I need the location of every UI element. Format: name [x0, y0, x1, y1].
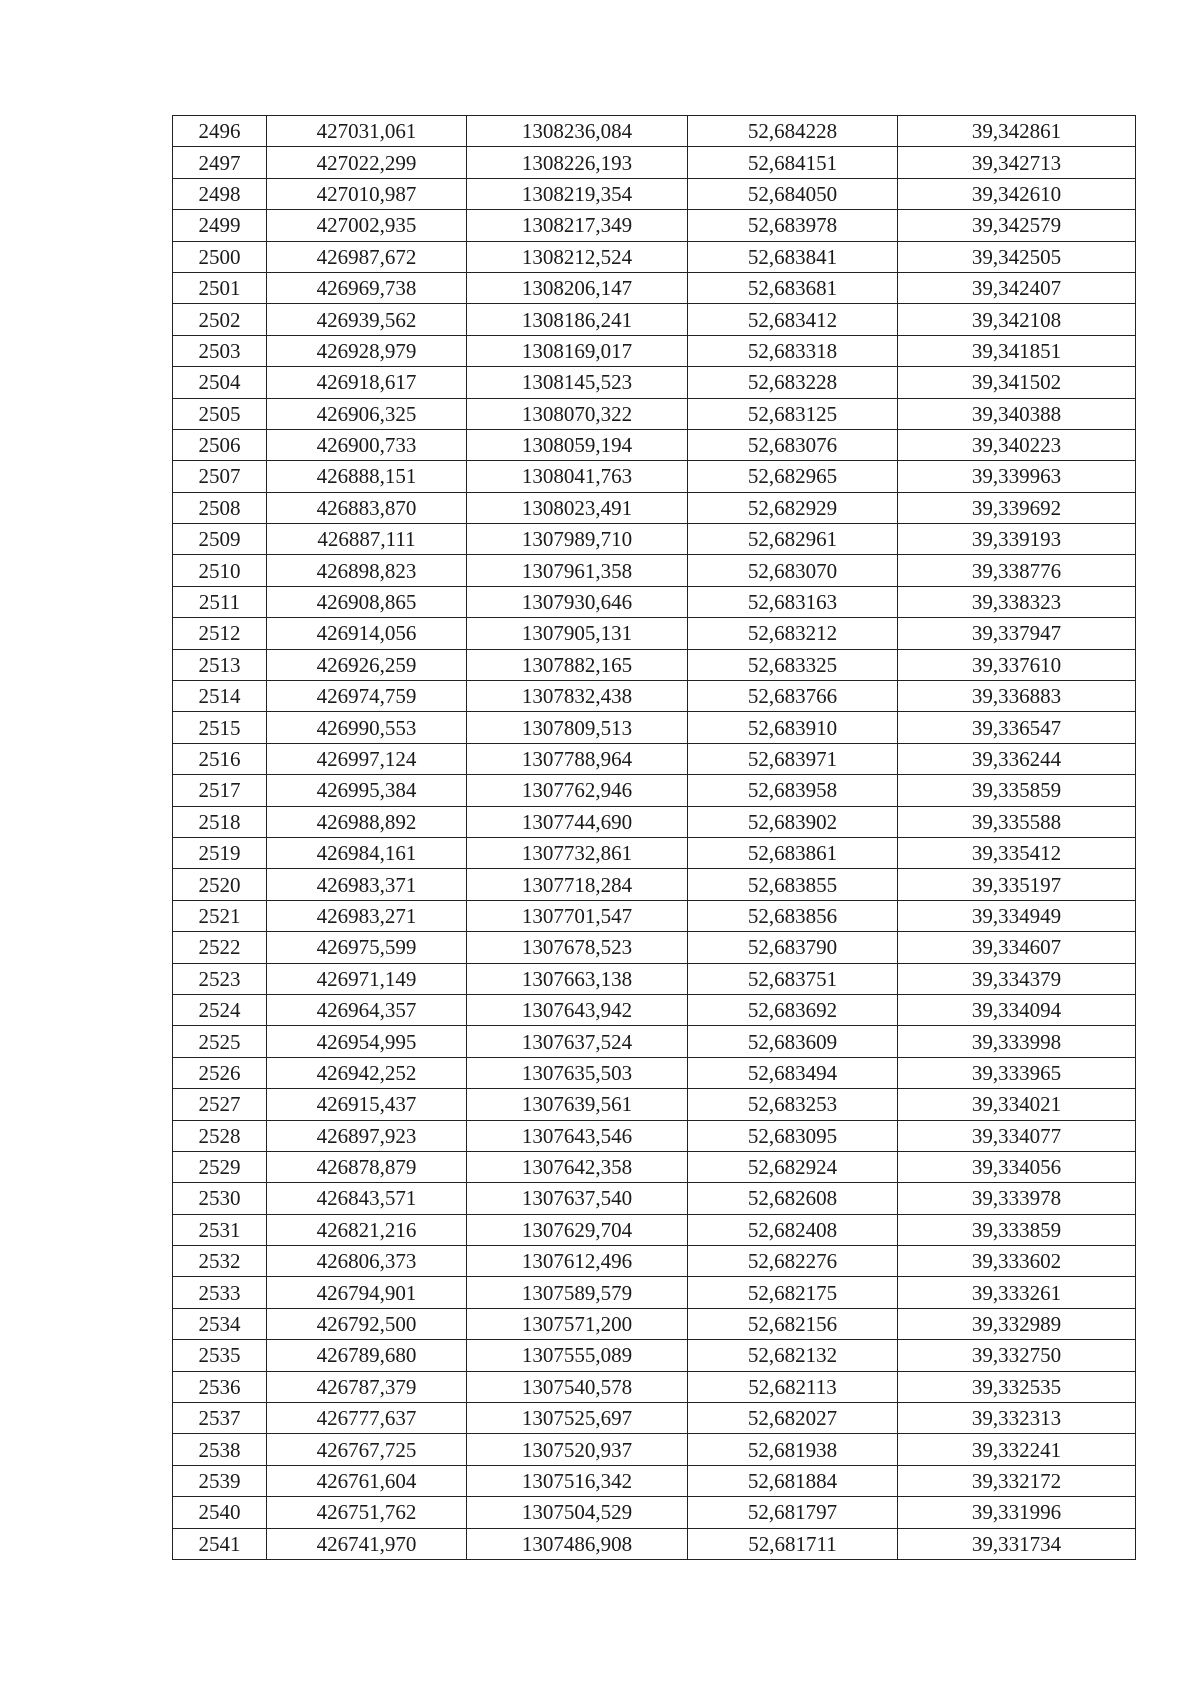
y-coordinate-cell: 1307989,710 — [467, 524, 688, 555]
longitude-cell: 39,335588 — [898, 806, 1136, 837]
table-row — [173, 1308, 1136, 1339]
table-row — [173, 837, 1136, 868]
x-coordinate-cell: 426995,384 — [267, 775, 467, 806]
point-number-cell: 2525 — [173, 1026, 267, 1057]
y-coordinate-cell: 1307629,704 — [467, 1214, 688, 1245]
point-number-cell: 2512 — [173, 618, 267, 649]
y-coordinate-cell: 1307832,438 — [467, 681, 688, 712]
point-number-cell: 2540 — [173, 1497, 267, 1528]
point-number-cell: 2526 — [173, 1057, 267, 1088]
point-number-cell: 2527 — [173, 1089, 267, 1120]
point-number-cell: 2523 — [173, 963, 267, 994]
y-coordinate-cell: 1307788,964 — [467, 743, 688, 774]
longitude-cell: 39,342579 — [898, 210, 1136, 241]
point-number-cell: 2496 — [173, 116, 267, 147]
point-number-cell: 2517 — [173, 775, 267, 806]
point-number-cell: 2516 — [173, 743, 267, 774]
y-coordinate-cell: 1308217,349 — [467, 210, 688, 241]
y-coordinate-cell: 1308059,194 — [467, 429, 688, 460]
table-row — [173, 272, 1136, 303]
table-row — [173, 869, 1136, 900]
table-row — [173, 1403, 1136, 1434]
coordinates-table — [172, 115, 1136, 1560]
longitude-cell: 39,340223 — [898, 429, 1136, 460]
y-coordinate-cell: 1307571,200 — [467, 1308, 688, 1339]
longitude-cell: 39,335197 — [898, 869, 1136, 900]
latitude-cell: 52,683125 — [688, 398, 898, 429]
latitude-cell: 52,683910 — [688, 712, 898, 743]
x-coordinate-cell: 426821,216 — [267, 1214, 467, 1245]
y-coordinate-cell: 1308023,491 — [467, 492, 688, 523]
y-coordinate-cell: 1308236,084 — [467, 116, 688, 147]
latitude-cell: 52,683958 — [688, 775, 898, 806]
y-coordinate-cell: 1307809,513 — [467, 712, 688, 743]
longitude-cell: 39,342505 — [898, 241, 1136, 272]
x-coordinate-cell: 426984,161 — [267, 837, 467, 868]
longitude-cell: 39,332313 — [898, 1403, 1136, 1434]
table-row — [173, 900, 1136, 931]
longitude-cell: 39,337947 — [898, 618, 1136, 649]
latitude-cell: 52,683855 — [688, 869, 898, 900]
latitude-cell: 52,682276 — [688, 1246, 898, 1277]
point-number-cell: 2532 — [173, 1246, 267, 1277]
table-row — [173, 1214, 1136, 1245]
y-coordinate-cell: 1308145,523 — [467, 367, 688, 398]
longitude-cell: 39,334021 — [898, 1089, 1136, 1120]
x-coordinate-cell: 426843,571 — [267, 1183, 467, 1214]
x-coordinate-cell: 427031,061 — [267, 116, 467, 147]
table-row — [173, 775, 1136, 806]
point-number-cell: 2533 — [173, 1277, 267, 1308]
latitude-cell: 52,683856 — [688, 900, 898, 931]
y-coordinate-cell: 1307637,540 — [467, 1183, 688, 1214]
y-coordinate-cell: 1307520,937 — [467, 1434, 688, 1465]
point-number-cell: 2531 — [173, 1214, 267, 1245]
point-number-cell: 2521 — [173, 900, 267, 931]
y-coordinate-cell: 1307540,578 — [467, 1371, 688, 1402]
x-coordinate-cell: 426887,111 — [267, 524, 467, 555]
latitude-cell: 52,681938 — [688, 1434, 898, 1465]
longitude-cell: 39,342610 — [898, 178, 1136, 209]
y-coordinate-cell: 1307744,690 — [467, 806, 688, 837]
point-number-cell: 2534 — [173, 1308, 267, 1339]
table-row — [173, 1183, 1136, 1214]
longitude-cell: 39,334094 — [898, 994, 1136, 1025]
latitude-cell: 52,682965 — [688, 461, 898, 492]
longitude-cell: 39,335412 — [898, 837, 1136, 868]
x-coordinate-cell: 426942,252 — [267, 1057, 467, 1088]
latitude-cell: 52,683325 — [688, 649, 898, 680]
x-coordinate-cell: 426906,325 — [267, 398, 467, 429]
table-row — [173, 618, 1136, 649]
longitude-cell: 39,333602 — [898, 1246, 1136, 1277]
longitude-cell: 39,341851 — [898, 335, 1136, 366]
latitude-cell: 52,682027 — [688, 1403, 898, 1434]
x-coordinate-cell: 426789,680 — [267, 1340, 467, 1371]
x-coordinate-cell: 426997,124 — [267, 743, 467, 774]
table-row — [173, 304, 1136, 335]
point-number-cell: 2538 — [173, 1434, 267, 1465]
latitude-cell: 52,683681 — [688, 272, 898, 303]
table-row — [173, 586, 1136, 617]
latitude-cell: 52,683412 — [688, 304, 898, 335]
point-number-cell: 2528 — [173, 1120, 267, 1151]
point-number-cell: 2498 — [173, 178, 267, 209]
table-row — [173, 241, 1136, 272]
y-coordinate-cell: 1307663,138 — [467, 963, 688, 994]
latitude-cell: 52,683971 — [688, 743, 898, 774]
x-coordinate-cell: 426898,823 — [267, 555, 467, 586]
point-number-cell: 2504 — [173, 367, 267, 398]
y-coordinate-cell: 1307930,646 — [467, 586, 688, 617]
latitude-cell: 52,683163 — [688, 586, 898, 617]
longitude-cell: 39,338323 — [898, 586, 1136, 617]
latitude-cell: 52,683902 — [688, 806, 898, 837]
longitude-cell: 39,342861 — [898, 116, 1136, 147]
y-coordinate-cell: 1307718,284 — [467, 869, 688, 900]
x-coordinate-cell: 427010,987 — [267, 178, 467, 209]
point-number-cell: 2514 — [173, 681, 267, 712]
y-coordinate-cell: 1307637,524 — [467, 1026, 688, 1057]
y-coordinate-cell: 1307678,523 — [467, 932, 688, 963]
point-number-cell: 2505 — [173, 398, 267, 429]
table-row — [173, 1089, 1136, 1120]
table-row — [173, 1340, 1136, 1371]
x-coordinate-cell: 426908,865 — [267, 586, 467, 617]
y-coordinate-cell: 1307643,942 — [467, 994, 688, 1025]
table-row — [173, 210, 1136, 241]
table-row — [173, 335, 1136, 366]
table-row — [173, 367, 1136, 398]
x-coordinate-cell: 426883,870 — [267, 492, 467, 523]
point-number-cell: 2497 — [173, 147, 267, 178]
point-number-cell: 2535 — [173, 1340, 267, 1371]
longitude-cell: 39,339963 — [898, 461, 1136, 492]
longitude-cell: 39,332750 — [898, 1340, 1136, 1371]
table-row — [173, 963, 1136, 994]
latitude-cell: 52,683494 — [688, 1057, 898, 1088]
point-number-cell: 2508 — [173, 492, 267, 523]
latitude-cell: 52,684151 — [688, 147, 898, 178]
x-coordinate-cell: 426777,637 — [267, 1403, 467, 1434]
y-coordinate-cell: 1307961,358 — [467, 555, 688, 586]
x-coordinate-cell: 427002,935 — [267, 210, 467, 241]
table-row — [173, 1026, 1136, 1057]
longitude-cell: 39,333261 — [898, 1277, 1136, 1308]
latitude-cell: 52,683212 — [688, 618, 898, 649]
coordinates-table-body — [173, 116, 1136, 1560]
longitude-cell: 39,338776 — [898, 555, 1136, 586]
latitude-cell: 52,683751 — [688, 963, 898, 994]
point-number-cell: 2507 — [173, 461, 267, 492]
y-coordinate-cell: 1307882,165 — [467, 649, 688, 680]
y-coordinate-cell: 1307555,089 — [467, 1340, 688, 1371]
table-row — [173, 681, 1136, 712]
longitude-cell: 39,334379 — [898, 963, 1136, 994]
x-coordinate-cell: 426926,259 — [267, 649, 467, 680]
table-row — [173, 932, 1136, 963]
table-row — [173, 524, 1136, 555]
longitude-cell: 39,332989 — [898, 1308, 1136, 1339]
longitude-cell: 39,334077 — [898, 1120, 1136, 1151]
x-coordinate-cell: 426767,725 — [267, 1434, 467, 1465]
point-number-cell: 2529 — [173, 1151, 267, 1182]
longitude-cell: 39,342713 — [898, 147, 1136, 178]
table-row — [173, 712, 1136, 743]
point-number-cell: 2518 — [173, 806, 267, 837]
x-coordinate-cell: 426988,892 — [267, 806, 467, 837]
y-coordinate-cell: 1307642,358 — [467, 1151, 688, 1182]
latitude-cell: 52,681797 — [688, 1497, 898, 1528]
y-coordinate-cell: 1307504,529 — [467, 1497, 688, 1528]
table-row — [173, 1120, 1136, 1151]
y-coordinate-cell: 1308169,017 — [467, 335, 688, 366]
table-row — [173, 1465, 1136, 1496]
x-coordinate-cell: 426741,970 — [267, 1528, 467, 1559]
table-row — [173, 555, 1136, 586]
y-coordinate-cell: 1307762,946 — [467, 775, 688, 806]
y-coordinate-cell: 1307639,561 — [467, 1089, 688, 1120]
longitude-cell: 39,333965 — [898, 1057, 1136, 1088]
table-row — [173, 147, 1136, 178]
longitude-cell: 39,335859 — [898, 775, 1136, 806]
y-coordinate-cell: 1307525,697 — [467, 1403, 688, 1434]
latitude-cell: 52,682408 — [688, 1214, 898, 1245]
y-coordinate-cell: 1307701,547 — [467, 900, 688, 931]
y-coordinate-cell: 1307635,503 — [467, 1057, 688, 1088]
y-coordinate-cell: 1307905,131 — [467, 618, 688, 649]
table-row — [173, 461, 1136, 492]
longitude-cell: 39,339692 — [898, 492, 1136, 523]
point-number-cell: 2510 — [173, 555, 267, 586]
longitude-cell: 39,341502 — [898, 367, 1136, 398]
longitude-cell: 39,331734 — [898, 1528, 1136, 1559]
point-number-cell: 2520 — [173, 869, 267, 900]
table-row — [173, 743, 1136, 774]
x-coordinate-cell: 426954,995 — [267, 1026, 467, 1057]
longitude-cell: 39,333859 — [898, 1214, 1136, 1245]
x-coordinate-cell: 426987,672 — [267, 241, 467, 272]
table-row — [173, 116, 1136, 147]
y-coordinate-cell: 1307486,908 — [467, 1528, 688, 1559]
y-coordinate-cell: 1307612,496 — [467, 1246, 688, 1277]
table-row — [173, 1528, 1136, 1559]
longitude-cell: 39,332172 — [898, 1465, 1136, 1496]
x-coordinate-cell: 426897,923 — [267, 1120, 467, 1151]
y-coordinate-cell: 1308186,241 — [467, 304, 688, 335]
x-coordinate-cell: 426964,357 — [267, 994, 467, 1025]
x-coordinate-cell: 426983,371 — [267, 869, 467, 900]
longitude-cell: 39,336244 — [898, 743, 1136, 774]
latitude-cell: 52,682608 — [688, 1183, 898, 1214]
longitude-cell: 39,332241 — [898, 1434, 1136, 1465]
point-number-cell: 2522 — [173, 932, 267, 963]
latitude-cell: 52,681711 — [688, 1528, 898, 1559]
latitude-cell: 52,682924 — [688, 1151, 898, 1182]
table-row — [173, 398, 1136, 429]
longitude-cell: 39,333998 — [898, 1026, 1136, 1057]
x-coordinate-cell: 426761,604 — [267, 1465, 467, 1496]
longitude-cell: 39,334607 — [898, 932, 1136, 963]
x-coordinate-cell: 426794,901 — [267, 1277, 467, 1308]
x-coordinate-cell: 426914,056 — [267, 618, 467, 649]
latitude-cell: 52,683861 — [688, 837, 898, 868]
point-number-cell: 2502 — [173, 304, 267, 335]
latitude-cell: 52,683978 — [688, 210, 898, 241]
longitude-cell: 39,340388 — [898, 398, 1136, 429]
y-coordinate-cell: 1308219,354 — [467, 178, 688, 209]
x-coordinate-cell: 426918,617 — [267, 367, 467, 398]
latitude-cell: 52,682961 — [688, 524, 898, 555]
y-coordinate-cell: 1308070,322 — [467, 398, 688, 429]
table-row — [173, 994, 1136, 1025]
x-coordinate-cell: 426888,151 — [267, 461, 467, 492]
longitude-cell: 39,331996 — [898, 1497, 1136, 1528]
x-coordinate-cell: 426900,733 — [267, 429, 467, 460]
x-coordinate-cell: 427022,299 — [267, 147, 467, 178]
y-coordinate-cell: 1307516,342 — [467, 1465, 688, 1496]
x-coordinate-cell: 426806,373 — [267, 1246, 467, 1277]
latitude-cell: 52,684228 — [688, 116, 898, 147]
x-coordinate-cell: 426975,599 — [267, 932, 467, 963]
latitude-cell: 52,683841 — [688, 241, 898, 272]
y-coordinate-cell: 1307732,861 — [467, 837, 688, 868]
point-number-cell: 2519 — [173, 837, 267, 868]
table-row — [173, 1151, 1136, 1182]
latitude-cell: 52,683253 — [688, 1089, 898, 1120]
y-coordinate-cell: 1307589,579 — [467, 1277, 688, 1308]
point-number-cell: 2503 — [173, 335, 267, 366]
x-coordinate-cell: 426969,738 — [267, 272, 467, 303]
y-coordinate-cell: 1308206,147 — [467, 272, 688, 303]
x-coordinate-cell: 426983,271 — [267, 900, 467, 931]
x-coordinate-cell: 426787,379 — [267, 1371, 467, 1402]
latitude-cell: 52,681884 — [688, 1465, 898, 1496]
latitude-cell: 52,683692 — [688, 994, 898, 1025]
table-row — [173, 1057, 1136, 1088]
point-number-cell: 2513 — [173, 649, 267, 680]
longitude-cell: 39,333978 — [898, 1183, 1136, 1214]
longitude-cell: 39,337610 — [898, 649, 1136, 680]
y-coordinate-cell: 1308226,193 — [467, 147, 688, 178]
x-coordinate-cell: 426792,500 — [267, 1308, 467, 1339]
point-number-cell: 2511 — [173, 586, 267, 617]
longitude-cell: 39,336547 — [898, 712, 1136, 743]
longitude-cell: 39,342108 — [898, 304, 1136, 335]
latitude-cell: 52,683766 — [688, 681, 898, 712]
point-number-cell: 2539 — [173, 1465, 267, 1496]
latitude-cell: 52,684050 — [688, 178, 898, 209]
point-number-cell: 2530 — [173, 1183, 267, 1214]
longitude-cell: 39,332535 — [898, 1371, 1136, 1402]
point-number-cell: 2536 — [173, 1371, 267, 1402]
latitude-cell: 52,683076 — [688, 429, 898, 460]
table-row — [173, 1497, 1136, 1528]
point-number-cell: 2537 — [173, 1403, 267, 1434]
point-number-cell: 2509 — [173, 524, 267, 555]
point-number-cell: 2541 — [173, 1528, 267, 1559]
x-coordinate-cell: 426751,762 — [267, 1497, 467, 1528]
x-coordinate-cell: 426878,879 — [267, 1151, 467, 1182]
x-coordinate-cell: 426928,979 — [267, 335, 467, 366]
longitude-cell: 39,336883 — [898, 681, 1136, 712]
y-coordinate-cell: 1308212,524 — [467, 241, 688, 272]
x-coordinate-cell: 426915,437 — [267, 1089, 467, 1120]
table-row — [173, 492, 1136, 523]
x-coordinate-cell: 426971,149 — [267, 963, 467, 994]
latitude-cell: 52,682113 — [688, 1371, 898, 1402]
longitude-cell: 39,342407 — [898, 272, 1136, 303]
latitude-cell: 52,683228 — [688, 367, 898, 398]
latitude-cell: 52,682132 — [688, 1340, 898, 1371]
table-row — [173, 806, 1136, 837]
latitude-cell: 52,683095 — [688, 1120, 898, 1151]
latitude-cell: 52,683609 — [688, 1026, 898, 1057]
x-coordinate-cell: 426990,553 — [267, 712, 467, 743]
y-coordinate-cell: 1308041,763 — [467, 461, 688, 492]
latitude-cell: 52,683070 — [688, 555, 898, 586]
point-number-cell: 2500 — [173, 241, 267, 272]
latitude-cell: 52,682929 — [688, 492, 898, 523]
point-number-cell: 2506 — [173, 429, 267, 460]
table-row — [173, 1246, 1136, 1277]
x-coordinate-cell: 426939,562 — [267, 304, 467, 335]
latitude-cell: 52,683318 — [688, 335, 898, 366]
longitude-cell: 39,334949 — [898, 900, 1136, 931]
table-row — [173, 1371, 1136, 1402]
table-row — [173, 649, 1136, 680]
table-row — [173, 1434, 1136, 1465]
table-row — [173, 178, 1136, 209]
point-number-cell: 2501 — [173, 272, 267, 303]
point-number-cell: 2499 — [173, 210, 267, 241]
table-row — [173, 429, 1136, 460]
y-coordinate-cell: 1307643,546 — [467, 1120, 688, 1151]
table-row — [173, 1277, 1136, 1308]
x-coordinate-cell: 426974,759 — [267, 681, 467, 712]
latitude-cell: 52,682175 — [688, 1277, 898, 1308]
point-number-cell: 2515 — [173, 712, 267, 743]
latitude-cell: 52,682156 — [688, 1308, 898, 1339]
longitude-cell: 39,334056 — [898, 1151, 1136, 1182]
longitude-cell: 39,339193 — [898, 524, 1136, 555]
latitude-cell: 52,683790 — [688, 932, 898, 963]
point-number-cell: 2524 — [173, 994, 267, 1025]
